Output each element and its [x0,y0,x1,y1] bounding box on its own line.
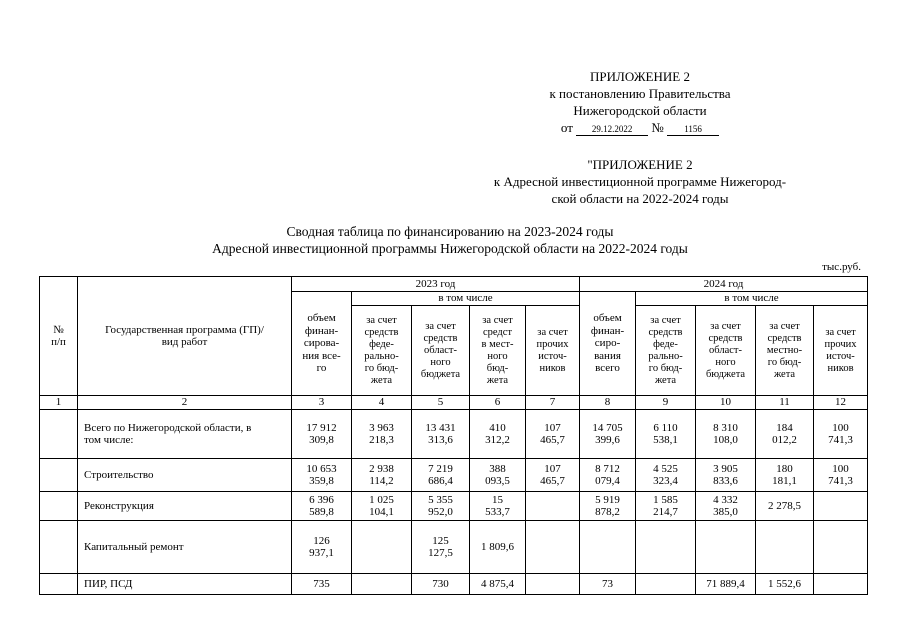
cell-total-2023: 10 653 359,8 [292,459,352,492]
row-name: Всего по Нижегородской области, в том числе: [78,410,292,459]
decree-number: 1156 [667,124,719,136]
cell-other-2024: 100 741,3 [814,459,868,492]
row-num [40,492,78,521]
cell-federal-2023 [352,521,412,574]
financing-table [39,276,868,595]
cell-other-2023 [526,492,580,521]
column-number: 5 [412,396,470,410]
cell-local-2023: 388 093,5 [470,459,526,492]
cell-federal-2024: 6 110 538,1 [636,410,696,459]
header-local-2023: за счет средст в мест- ного бюд- жета [470,306,526,396]
row-num [40,574,78,595]
column-number: 2 [78,396,292,410]
from-label: от [560,120,573,135]
header-local-2024: за счет средств местно- го бюд- жета [756,306,814,396]
header-including-2023: в том числе [352,292,580,306]
appendix-title: ПРИЛОЖЕНИЕ 2 [590,69,690,84]
number-label: № [651,120,664,135]
header-total-2024: объем финан- сиро- вания всего [580,292,636,396]
header-year-2023: 2023 год [292,277,580,292]
header-federal-2023: за счет средств феде- рально- го бюд- жета [352,306,412,396]
row-num [40,410,78,459]
header-total-2023: объем финан- сирова- ния все- го [292,292,352,396]
header-regional-2024: за счет средств област- ного бюджета [696,306,756,396]
table-title-line-1: Сводная таблица по финансированию на 2023-2024 годы [286,224,614,239]
cell-total-2024: 73 [580,574,636,595]
cell-total-2023: 6 396 589,8 [292,492,352,521]
cell-total-2023: 735 [292,574,352,595]
table-row [40,410,868,459]
cell-local-2024: 184 012,2 [756,410,814,459]
cell-total-2024: 5 919 878,2 [580,492,636,521]
program-appendix-header [440,156,840,207]
cell-federal-2023: 1 025 104,1 [352,492,412,521]
cell-local-2024: 1 552,6 [756,574,814,595]
column-number: 9 [636,396,696,410]
cell-regional-2024: 8 310 108,0 [696,410,756,459]
column-number: 3 [292,396,352,410]
row-name: Строительство [78,459,292,492]
cell-regional-2024: 4 332 385,0 [696,492,756,521]
column-numbers-row [40,396,868,410]
cell-regional-2023: 730 [412,574,470,595]
header-year-2024: 2024 год [580,277,868,292]
cell-local-2023: 15 533,7 [470,492,526,521]
cell-other-2023 [526,521,580,574]
row-num [40,521,78,574]
cell-other-2023: 107 465,7 [526,410,580,459]
cell-total-2024 [580,521,636,574]
cell-federal-2023: 3 963 218,3 [352,410,412,459]
cell-local-2024: 180 181,1 [756,459,814,492]
units-label: тыс.руб. [822,261,861,273]
appendix-line-2: к постановлению Правительства [549,86,731,101]
cell-local-2024: 2 278,5 [756,492,814,521]
cell-federal-2023 [352,574,412,595]
header-program: Государственная программа (ГП)/ вид работ [78,277,292,396]
cell-federal-2023: 2 938 114,2 [352,459,412,492]
cell-other-2024: 100 741,3 [814,410,868,459]
column-number: 1 [40,396,78,410]
cell-total-2024: 8 712 079,4 [580,459,636,492]
cell-regional-2023: 125 127,5 [412,521,470,574]
cell-regional-2023: 13 431 313,6 [412,410,470,459]
cell-total-2023: 126 937,1 [292,521,352,574]
cell-local-2024 [756,521,814,574]
cell-other-2024 [814,492,868,521]
cell-federal-2024 [636,521,696,574]
program-appendix-line-3: ской области на 2022-2024 годы [551,191,729,206]
cell-total-2023: 17 912 309,8 [292,410,352,459]
cell-other-2024 [814,574,868,595]
row-name: ПИР, ПСД [78,574,292,595]
cell-local-2023: 4 875,4 [470,574,526,595]
appendix-header [520,68,760,136]
table-title [100,223,800,257]
cell-regional-2023: 5 355 952,0 [412,492,470,521]
header-including-2024: в том числе [636,292,868,306]
row-name: Капитальный ремонт [78,521,292,574]
header-other-2023: за счет прочих источ- ников [526,306,580,396]
column-number: 8 [580,396,636,410]
row-num [40,459,78,492]
header-regional-2023: за счет средств област- ного бюджета [412,306,470,396]
column-number: 10 [696,396,756,410]
table-row [40,521,868,574]
column-number: 4 [352,396,412,410]
cell-other-2024 [814,521,868,574]
table-row [40,574,868,595]
cell-other-2023 [526,574,580,595]
header-num: № п/п [40,277,78,396]
cell-regional-2023: 7 219 686,4 [412,459,470,492]
column-number: 6 [470,396,526,410]
cell-regional-2024 [696,521,756,574]
cell-regional-2024: 71 889,4 [696,574,756,595]
decree-date: 29.12.2022 [576,124,648,136]
cell-total-2024: 14 705 399,6 [580,410,636,459]
decree-date-line [520,119,760,136]
cell-regional-2024: 3 905 833,6 [696,459,756,492]
cell-local-2023: 1 809,6 [470,521,526,574]
column-number: 12 [814,396,868,410]
program-appendix-line-2: к Адресной инвестиционной программе Нижегород- [493,174,787,189]
appendix-line-3: Нижегородской области [573,103,707,118]
column-number: 11 [756,396,814,410]
header-other-2024: за счет прочих источ- ников [814,306,868,396]
cell-federal-2024 [636,574,696,595]
program-appendix-title: "ПРИЛОЖЕНИЕ 2 [587,157,693,172]
cell-other-2023: 107 465,7 [526,459,580,492]
column-number: 7 [526,396,580,410]
cell-local-2023: 410 312,2 [470,410,526,459]
row-name: Реконструкция [78,492,292,521]
cell-federal-2024: 1 585 214,7 [636,492,696,521]
table-title-line-2: Адресной инвестиционной программы Нижегородской области на 2022-2024 годы [212,241,688,256]
table-row [40,459,868,492]
header-federal-2024: за счет средств феде- рально- го бюд- жета [636,306,696,396]
cell-federal-2024: 4 525 323,4 [636,459,696,492]
table-row [40,492,868,521]
